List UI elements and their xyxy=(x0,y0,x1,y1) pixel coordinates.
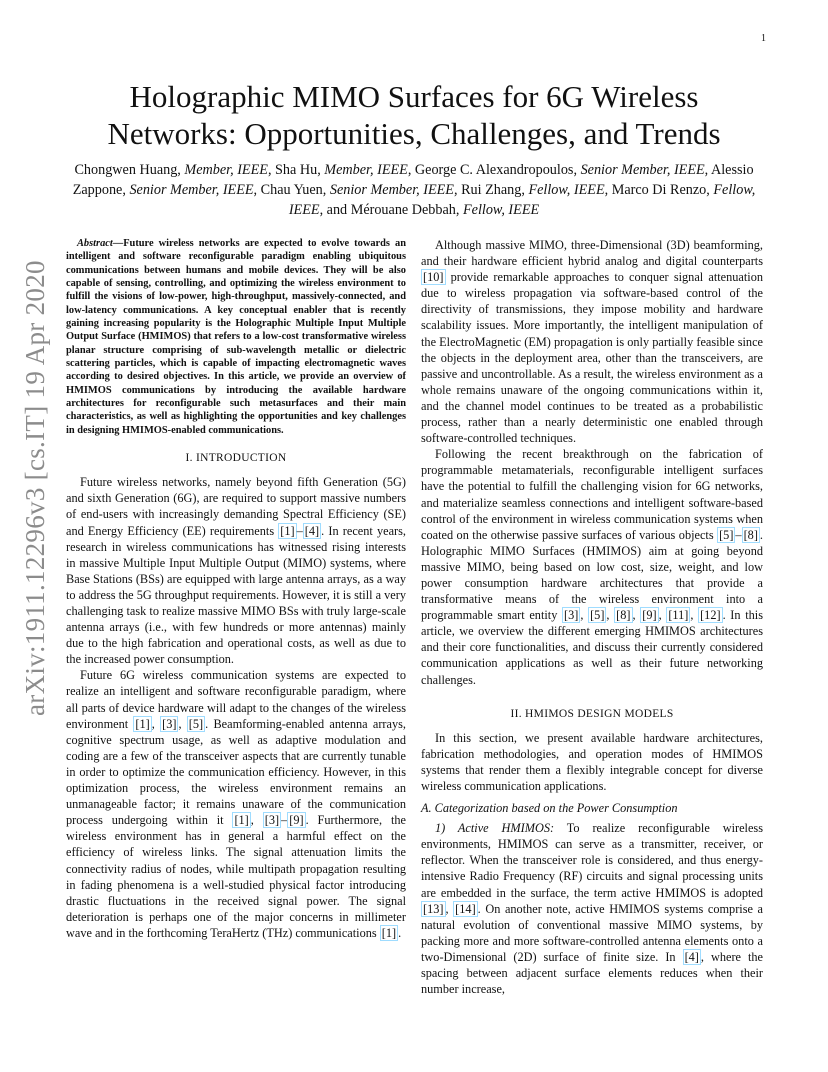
author-name: Chau Yuen, xyxy=(260,182,330,198)
paragraph-text: , xyxy=(445,901,454,916)
citation-link[interactable]: [8] xyxy=(616,608,631,623)
author-membership: Senior Member, IEEE xyxy=(580,162,705,178)
paragraph-text: To realize reconfigurable wireless environments, HMIMOS can serve as a transmitter, receiver, or reflector. When the transceiver role is considered, and thus energy-intensive Radio Frequency (RF) circuits and signal processing units are embedded in the surface, the term active HMIMOS is adopted xyxy=(421,821,763,900)
author-separator: , xyxy=(604,182,612,198)
citation-link[interactable]: [1] xyxy=(280,523,295,538)
paper-title xyxy=(70,78,758,152)
citation-link[interactable]: [3] xyxy=(162,716,177,731)
author-membership: Fellow, IEEE xyxy=(528,182,605,198)
paragraph-text: provide remarkable approaches to conquer signal attenuation due to wireless propagation via software-based control of the directivity of transmissions, they impose mobility and hardware scalability issues. More importantly, the intelligent manipulation of the ElectroMagnetic (EM) propagation is only partially feasible since the objects in the deployment area, other than the transceivers, are passive and uncontrollable. As a result, the wireless environment as a whole remains unaware of the ongoing communications within it, and the channel model continues to be treated as a probabilistic process, rather than a nearly deterministic one enabled through software-controlled techniques. xyxy=(421,270,763,446)
section-heading-introduction: I. INTRODUCTION xyxy=(185,452,287,465)
paragraph-text: , xyxy=(580,608,589,623)
arxiv-identifier-stamp: arXiv:1911.12296v3 [cs.IT] 19 Apr 2020 xyxy=(20,260,50,716)
design-models-intro xyxy=(421,730,763,794)
paragraph-text: , xyxy=(151,716,161,731)
author-separator: , xyxy=(704,162,711,178)
paragraph-text: . Beamforming-enabled antenna arrays, cognitive spectrum usage, as well as adaptive modulation and coding are a few of the transceiver aspects that are currently tunable in order to optimize the communication efficiency. However, in this optimization process, the wireless environment remains an unmanageable factor; it remains unaware of the communication process undergoing within it xyxy=(66,716,406,828)
citation-link[interactable]: [14] xyxy=(455,901,476,916)
paragraph xyxy=(421,730,763,794)
paragraph xyxy=(421,237,763,446)
right-column xyxy=(421,237,763,997)
author-membership: Senior Member, IEEE xyxy=(129,182,254,198)
paragraph-text: Future 6G wireless communication systems are expected to realize an intelligent and software reconfigurable paradigm, where all parts of device hardware will adapt to the changes of the wireless environment xyxy=(66,668,406,731)
paragraph-text: . Furthermore, the wireless environment has in general a harmful effect on the efficiency of wireless links. The signal attenuation limits the connectivity radius of nodes, while multipath propagation resulting in fading phenomena is a well-studied physical factor introducing drastic fluctuations in the received signal power. The signal deterioration is perhaps one of the major concerns in millimeter wave and in the forthcoming TeraHertz (THz) communications xyxy=(66,813,406,940)
section-heading-design-models: II. HMIMOS DESIGN MODELS xyxy=(510,707,674,720)
author-membership: Fellow, IEEE xyxy=(462,202,540,218)
paragraph-text: – xyxy=(296,523,303,538)
author-membership: Senior Member, IEEE xyxy=(329,182,454,198)
citation-link[interactable]: [9] xyxy=(642,608,657,623)
author-membership: Member, IEEE xyxy=(184,162,268,178)
author-separator: , xyxy=(407,162,415,178)
citation-link[interactable]: [11] xyxy=(668,608,689,623)
subsection-heading-power-consumption: A. Categorization based on the Power Consumption xyxy=(421,801,678,816)
paragraph-text: , where the spacing between adjacent surface elements reduces when their number increase, xyxy=(421,949,763,997)
paragraph-text: Following the recent breakthrough on the fabrication of programmable metamaterials, reconfigurable intelligent surfaces have the potential to fulfill the challenging vision for 6G networks, and materialize seamless connections and intelligent software-based control of the environment in wireless communication systems when coated on the otherwise passive surfaces of various objects xyxy=(421,447,763,542)
author-name: Alessio Zappone, xyxy=(72,162,754,198)
paragraph xyxy=(66,667,406,941)
introduction-body xyxy=(66,474,406,941)
citation-link[interactable]: [4] xyxy=(304,523,320,538)
paragraph-text: , xyxy=(658,608,667,623)
paragraph-text: , xyxy=(250,813,263,828)
author-separator: , xyxy=(253,182,261,198)
citation-link[interactable]: [5] xyxy=(719,527,734,542)
paragraph-text: – xyxy=(281,813,288,828)
citation-link[interactable]: [13] xyxy=(423,901,444,916)
paragraph-text: Although massive MIMO, three-Dimensional (3D) beamforming, and their hardware efficient hybrid analog and digital counterparts xyxy=(421,238,763,269)
abstract-text: —Future wireless networks are expected to evolve towards an intelligent and software reconfigurable paradigm enabling ubiquitous communications between humans and mobile devices. They will be also capable of sensing, controlling, and optimizing the wireless environment to fulfill the visions of low-power, high-throughput, massively-connected, and low-latency communications. A key conceptual enabler that is recently gaining increasing popularity is the Holographic Multiple Input Multiple Output Surface (HMIMOS) that refers to a low-cost transformative wireless planar structure comprising of sub-wavelength metallic or dielectric scattering particles, which is capable of impacting electromagnetic waves according to desired objectives. In this article, we provide an overview of HMIMOS communications by introducing the available hardware architectures for reconfigurable such metasurfaces and their main characteristics, as well as highlighting the opportunities and key challenges in designing HMIMOS-enabled communications. xyxy=(66,238,406,436)
author-separator: , and xyxy=(319,202,351,218)
citation-link[interactable]: [5] xyxy=(590,608,605,623)
citation-link[interactable]: [5] xyxy=(188,716,204,731)
paragraph xyxy=(66,474,406,667)
citation-link[interactable]: [8] xyxy=(743,527,758,542)
paragraph-text: . In this article, we overview the different emerging HMIMOS architectures and their core functionalities, and discuss their currently considered communication applications as well as their future networking challenges. xyxy=(421,608,763,687)
author-name: Mérouane Debbah, xyxy=(350,202,463,218)
citation-link[interactable]: [1] xyxy=(381,925,397,940)
paragraph-text: . Holographic MIMO Surfaces (HMIMOS) aim at going beyond massive MIMO, being based on low cost, size, weight, and low power consumption hardware architectures that provide a transformative means of the wireless environment into a programmable smart entity xyxy=(421,527,763,623)
author-membership: Member, IEEE xyxy=(324,162,408,178)
author-name: Sha Hu, xyxy=(275,162,325,178)
paragraph-text: , xyxy=(690,608,699,623)
citation-link[interactable]: [3] xyxy=(564,608,579,623)
introduction-body-continued xyxy=(421,237,763,688)
paragraph xyxy=(421,820,763,997)
citation-link[interactable]: [1] xyxy=(135,716,150,731)
paragraph-text: In this section, we present available hardware architectures, fabrication methodologies, and operation modes of HMIMOS systems that render them a flexibly integrable concept for diverse wireless communication applications. xyxy=(421,730,763,793)
paragraph-text: . In recent years, research in wireless communications has witnessed rising interests in massive Multiple Input Multiple Output (MIMO) systems, where Base Stations (BSs) are equipped with large antenna arrays, as a way to address the 5G throughput requirements. However, it is still a very challenging task to realize massive MIMO BSs with truly large-scale antenna arrays (i.e., with few hundreds or more antennas) mainly due to the high fabrication and operational costs, as well as due to the increased power consumption. xyxy=(66,523,406,667)
left-column xyxy=(66,237,406,941)
citation-link[interactable]: [12] xyxy=(700,608,721,623)
author-separator: , xyxy=(267,162,276,178)
paragraph-text: Future wireless networks, namely beyond fifth Generation (5G) and sixth Generation (6G), are required to support massive numbers of end-users with increasingly demanding Spectral Efficiency (SE) and Energy Efficiency (EE) requirements xyxy=(66,475,406,538)
paragraph-text: , xyxy=(632,608,641,623)
author-separator: , xyxy=(453,182,462,198)
page-number: 1 xyxy=(761,33,766,44)
abstract-label: Abstract xyxy=(77,238,113,249)
citation-link[interactable]: [1] xyxy=(234,813,249,828)
paragraph-text: , xyxy=(178,716,187,731)
paragraph xyxy=(421,446,763,687)
citation-link[interactable]: [4] xyxy=(684,949,699,964)
citation-link[interactable]: [10] xyxy=(423,270,444,285)
citation-link[interactable]: [3] xyxy=(264,813,280,828)
author-list xyxy=(62,160,766,220)
author-name: George C. Alexandropoulos, xyxy=(414,162,581,178)
title-line-2: Networks: Opportunities, Challenges, and Trends xyxy=(107,116,721,151)
paragraph-text: . On another note, active HMIMOS systems comprise a natural evolution of conventional massive MIMO systems, by packing more and more software-controlled antenna elements onto a two-Dimensional (2D) surface of finite size. In xyxy=(421,901,763,964)
paragraph-text: – xyxy=(735,527,742,542)
abstract xyxy=(66,237,406,437)
author-name: Rui Zhang, xyxy=(461,182,529,198)
paragraph-text: , xyxy=(606,608,615,623)
paragraph-text: . xyxy=(398,925,402,940)
author-name: Marco Di Renzo, xyxy=(611,182,714,198)
active-hmimos-body xyxy=(421,820,763,997)
title-line-1: Holographic MIMO Surfaces for 6G Wireless xyxy=(129,79,699,114)
paragraph-run-in-heading: 1) Active HMIMOS: xyxy=(435,821,555,836)
citation-link[interactable]: [9] xyxy=(289,813,304,828)
author-membership: Fellow, IEEE xyxy=(288,182,756,218)
author-name: Chongwen Huang, xyxy=(74,162,185,178)
